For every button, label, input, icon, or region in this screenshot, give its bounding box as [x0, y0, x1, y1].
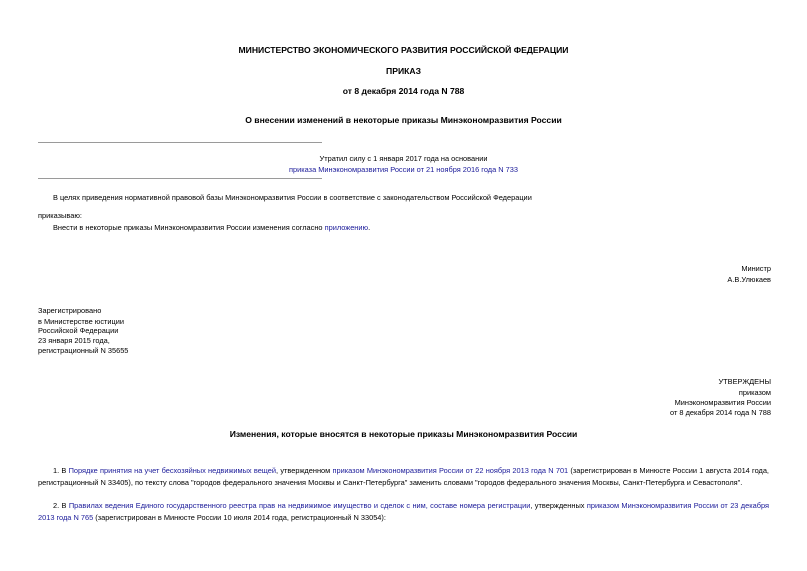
instruction-end: .: [368, 223, 371, 232]
instruction-text: Внести в некоторые приказы Минэкономразвития России изменения согласно: [53, 223, 325, 232]
date-number-heading: от 8 декабря 2014 года N 788: [342, 86, 465, 96]
appendix-item-1: [38, 465, 769, 489]
item1-text2: (зарегистрирован в Минюсте России 1 августа 2014 года, регистрационный N 33405), по тексту слова "городов федерального значения Москвы и Санкт-Петербурга" заменить словами "городов федерального значения Москвы, Санкт-Петербурга и Севастополя".: [38, 466, 769, 487]
approval-line: УТВЕРЖДЕНЫ: [718, 377, 771, 386]
appendix-link[interactable]: приложению: [324, 223, 369, 232]
approval-line: от 8 декабря 2014 года N 788: [670, 408, 771, 417]
signature-name: А.В.Улюкаев: [727, 275, 771, 284]
registration-line: Зарегистрировано: [38, 306, 102, 315]
order-word: приказываю:: [38, 211, 82, 220]
instruction-paragraph: [53, 224, 370, 231]
ministry-heading: МИНИСТЕРСТВО ЭКОНОМИЧЕСКОГО РАЗВИТИЯ РОССИЙСКОЙ ФЕДЕРАЦИИ: [238, 45, 569, 55]
document-title: О внесении изменений в некоторые приказы Минэкономразвития России: [245, 115, 562, 125]
item2-text1: , утвержденных: [530, 501, 587, 510]
status-link[interactable]: приказа Минэкономразвития России от 21 ноября 2016 года N 733: [289, 165, 518, 174]
doc-type-heading: ПРИКАЗ: [386, 66, 421, 76]
item2-text2: (зарегистрирован в Минюсте России 10 июля 2014 года, регистрационный N 33054):: [93, 513, 386, 522]
registration-line: регистрационный N 35655: [38, 346, 129, 355]
signature-position: Министр: [741, 264, 771, 273]
item1-procedure-link[interactable]: Порядке принятия на учет бесхозяйных недвижимых вещей: [68, 466, 277, 475]
appendix-item-2: [38, 500, 769, 524]
divider-bottom: [38, 178, 322, 179]
item2-order-link[interactable]: приказом Минэкономразвития России от 23 декабря 2013 года N 765: [38, 501, 770, 522]
item1-num: 1. В: [53, 466, 69, 475]
status-text: Утратил силу с 1 января 2017 года на основании: [319, 154, 488, 163]
item2-num: 2. В: [53, 501, 69, 510]
appendix-title: Изменения, которые вносятся в некоторые приказы Минэкономразвития России: [229, 429, 578, 439]
approval-line: Минэкономразвития России: [674, 398, 771, 407]
divider-top: [38, 142, 322, 143]
registration-line: 23 января 2015 года,: [38, 336, 110, 345]
item1-text1: , утвержденном: [276, 466, 333, 475]
registration-line: в Министерстве юстиции: [38, 317, 125, 326]
intro-paragraph: В целях приведения нормативной правовой базы Минэкономразвития России в соответствие с законодательством Российской Федерации: [53, 193, 532, 202]
approval-line: приказом: [738, 388, 771, 397]
registration-line: Российской Федерации: [38, 326, 119, 335]
item1-order-link[interactable]: приказом Минэкономразвития России от 22 ноября 2013 года N 701: [332, 466, 569, 475]
item2-rules-link[interactable]: Правилах ведения Единого государственного реестра прав на недвижимое имущество и сделок с ним, составе номера регистрации: [68, 501, 531, 510]
